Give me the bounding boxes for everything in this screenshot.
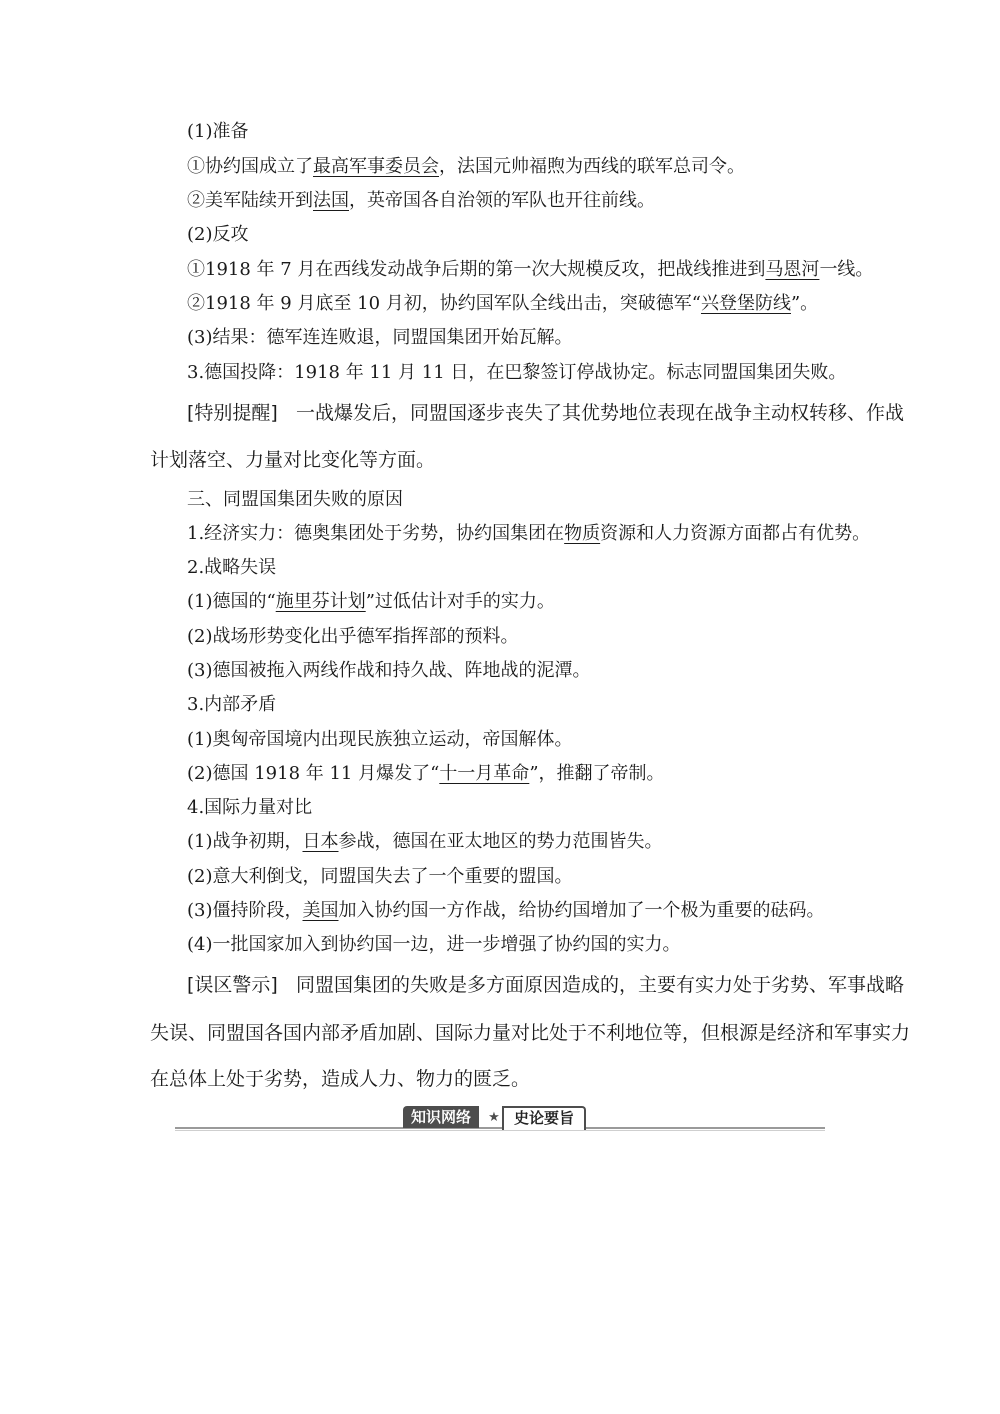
misconception-warning-tag: [误区警示] bbox=[187, 974, 278, 996]
text-line: (3)结果：德军连连败退，同盟国集团开始瓦解。 bbox=[187, 327, 573, 348]
misconception-warning-continued: 失误、同盟国各国内部矛盾加剧、国际力量对比处于不利地位等，但根源是经济和军事实力 bbox=[150, 1022, 911, 1044]
section-heading: 三、同盟国集团失败的原因 bbox=[187, 489, 403, 510]
key-term: 最高军事委员会 bbox=[313, 156, 439, 177]
text-line: ②1918 年 9 月底至 10 月初，协约国军队全线出击，突破德军“兴登堡防线”。 bbox=[187, 293, 819, 314]
text-line: (1)德国的“施里芬计划”过低估计对手的实力。 bbox=[187, 591, 555, 612]
text-line: (3)僵持阶段，美国加入协约国一方作战，给协约国增加了一个极为重要的砝码。 bbox=[187, 900, 825, 921]
text-line: 1.经济实力：德奥集团处于劣势，协约国集团在物质资源和人力资源方面都占有优势。 bbox=[187, 523, 871, 544]
text-line: 4.国际力量对比 bbox=[187, 797, 313, 818]
key-term: 物质 bbox=[564, 523, 601, 544]
text-line: (1)准备 bbox=[187, 121, 249, 142]
misconception-warning: [误区警示] 同盟国集团的失败是多方面原因造成的，主要有实力处于劣势、军事战略 bbox=[187, 974, 904, 996]
divider bbox=[175, 1127, 825, 1129]
key-term: 日本 bbox=[302, 831, 339, 852]
text-line: 3.德国投降：1918 年 11 月 11 日，在巴黎签订停战协定。标志同盟国集团失败。 bbox=[187, 362, 847, 383]
key-term: 法国 bbox=[313, 190, 349, 211]
text-line: ②美军陆续开到法国，英帝国各自治领的军队也开往前线。 bbox=[187, 190, 655, 211]
text-line: (4)一批国家加入到协约国一边，进一步增强了协约国的实力。 bbox=[187, 934, 681, 955]
key-term: 马恩河 bbox=[765, 259, 820, 280]
text-line: ①协约国成立了最高军事委员会，法国元帅福煦为西线的联军总司令。 bbox=[187, 156, 745, 177]
key-term: 美国 bbox=[302, 900, 339, 921]
section-banner bbox=[175, 1103, 825, 1133]
special-reminder: [特别提醒] 一战爆发后，同盟国逐步丧失了其优势地位表现在战争主动权转移、作战 bbox=[187, 402, 904, 424]
text-line: (3)德国被拖入两线作战和持久战、阵地战的泥潭。 bbox=[187, 660, 591, 681]
star-icon: ★ bbox=[488, 1110, 500, 1125]
text-line: (2)战场形势变化出乎德军指挥部的预料。 bbox=[187, 626, 519, 647]
text-line: (1)奥匈帝国境内出现民族独立运动，帝国解体。 bbox=[187, 729, 573, 750]
text-line: 2.战略失误 bbox=[187, 557, 277, 578]
text-line: (2)意大利倒戈，同盟国失去了一个重要的盟国。 bbox=[187, 866, 573, 887]
text-line: (2)反攻 bbox=[187, 224, 249, 245]
misconception-warning-continued: 在总体上处于劣势，造成人力、物力的匮乏。 bbox=[150, 1068, 531, 1090]
text-line: 3.内部矛盾 bbox=[187, 694, 277, 715]
banner-tab-knowledge-network: 知识网络 bbox=[403, 1106, 479, 1128]
special-reminder-tag: [特别提醒] bbox=[187, 402, 278, 424]
text-line: ①1918 年 7 月在西线发动战争后期的第一次大规模反攻，把战线推进到马恩河一线。 bbox=[187, 259, 874, 280]
text-line: (1)战争初期，日本参战，德国在亚太地区的势力范围皆失。 bbox=[187, 831, 663, 852]
key-term: 十一月革命 bbox=[439, 763, 530, 784]
banner-tab-history-essentials: 史论要旨 bbox=[502, 1106, 586, 1130]
key-term: 兴登堡防线 bbox=[700, 293, 791, 314]
divider bbox=[175, 1130, 825, 1131]
key-term: 施里芬计划 bbox=[275, 591, 366, 612]
text-line: (2)德国 1918 年 11 月爆发了“十一月革命”，推翻了帝制。 bbox=[187, 763, 665, 784]
special-reminder-continued: 计划落空、力量对比变化等方面。 bbox=[150, 449, 436, 471]
